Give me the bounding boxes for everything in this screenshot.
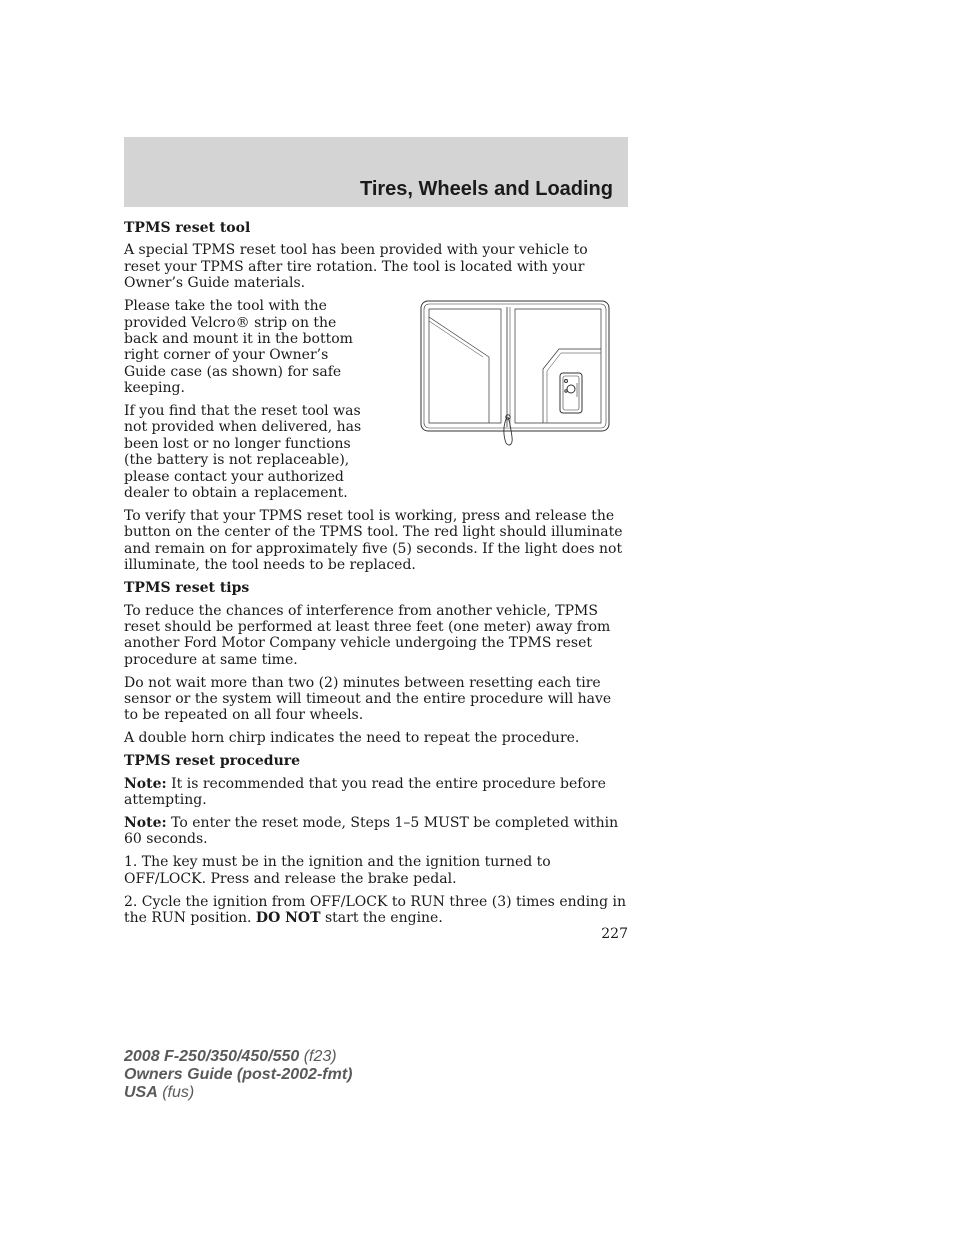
note-time-text: To enter the reset mode, Steps 1–5 MUST be completed within 60 seconds. [124, 815, 619, 848]
note-read-procedure [124, 776, 628, 809]
step-2-text-end: start the engine. [320, 910, 443, 927]
paragraph-tips-horn: A double horn chirp indicates the need to repeat the procedure. [124, 730, 580, 747]
paragraph-tips-interference: To reduce the chances of interference from another vehicle, TPMS reset should be performed at least three feet (one meter) away from another Ford Motor Company vehicle undergoing the TPMS reset procedure at same time. [124, 602, 611, 668]
note-label: Note: [124, 775, 167, 792]
page-number: 227 [601, 926, 628, 942]
section-title: Tires, Wheels and Loading [359, 178, 613, 200]
footer-model-line [124, 1048, 352, 1066]
text-with-figure [124, 298, 628, 501]
footer-region: USA [124, 1084, 158, 1101]
footer-model-code: (f23) [299, 1048, 337, 1065]
step-1: 1. The key must be in the ignition and the ignition turned to OFF/LOCK. Press and release the brake pedal. [124, 854, 551, 887]
note-time-limit [124, 815, 628, 848]
footer-guide-line: Owners Guide (post-2002-fmt) [124, 1066, 353, 1083]
heading-reset-tips: TPMS reset tips [124, 580, 250, 597]
note-read-text: It is recommended that you read the entire procedure before attempting. [124, 775, 606, 809]
paragraph-verify-tool: To verify that your TPMS reset tool is working, press and release the button on the center of the TPMS tool. The red light should illuminate and remain on for approximately five (5) seconds. If the light does not illuminate, the tool needs to be replaced. [124, 508, 623, 574]
footer-region-code: (fus) [157, 1084, 195, 1101]
paragraph-reset-tool-intro: A special TPMS reset tool has been provided with your vehicle to reset your TPMS after tire rotation. The tool is located with your Owner’s Guide materials. [124, 242, 588, 292]
owners-guide-case-illustration [419, 299, 613, 451]
footer-model: 2008 F-250/350/450/550 [124, 1048, 300, 1065]
step-2-text: 2. Cycle the ignition from OFF/LOCK to RUN three (3) times ending in the RUN position. [124, 893, 626, 927]
paragraph-missing-tool: If you find that the reset tool was not provided when delivered, has been lost or no longer functions (the battery is not replaceable), please contact your authorized dealer to obtain a replacement. [124, 403, 362, 502]
footer-region-line [124, 1084, 352, 1102]
heading-reset-tool: TPMS reset tool [124, 220, 251, 236]
document-footer [124, 1048, 352, 1102]
step-2 [124, 894, 628, 927]
paragraph-mount-tool: Please take the tool with the provided Velcro® strip on the back and mount it in the bottom right corner of your Owner’s Guide case (as shown) for safe keeping. [124, 298, 353, 397]
step-2-warning: DO NOT [255, 910, 321, 927]
page-content [124, 220, 628, 933]
section-header-band [124, 137, 628, 207]
paragraph-tips-timeout: Do not wait more than two (2) minutes between resetting each tire sensor or the system will timeout and the entire procedure will have to be repeated on all four wheels. [124, 674, 612, 724]
figure-side-text [124, 298, 369, 501]
note-label: Note: [124, 815, 167, 831]
heading-reset-procedure: TPMS reset procedure [124, 753, 301, 770]
